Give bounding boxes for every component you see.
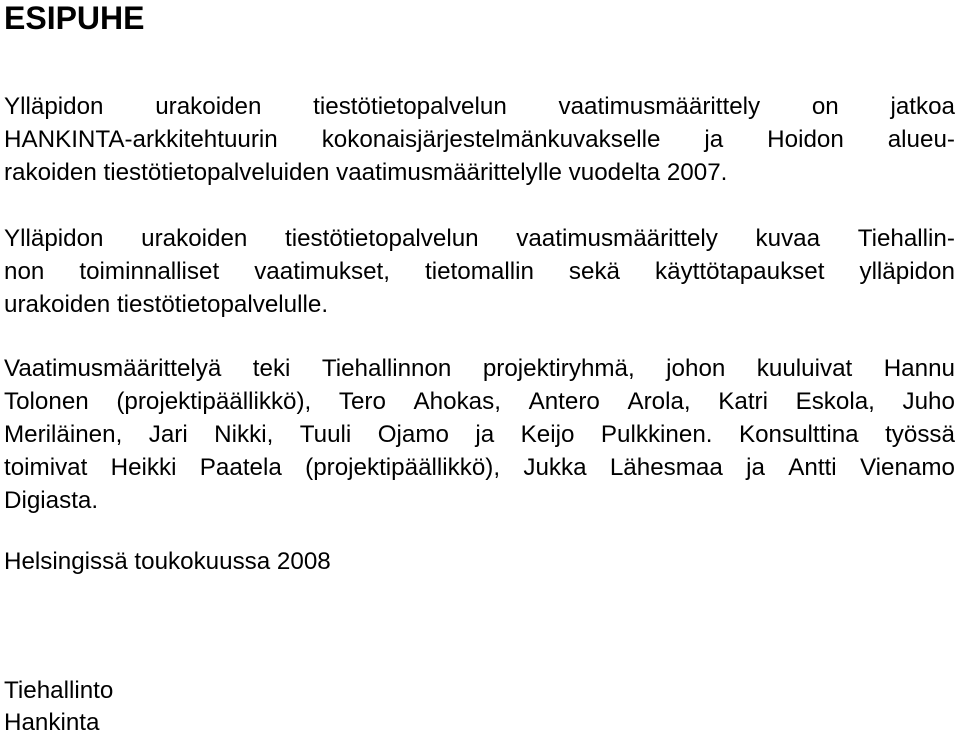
- paragraph-line: [4, 418, 955, 451]
- preface-paragraph-2: [4, 222, 955, 321]
- word: sekä: [568, 258, 621, 285]
- word: vaatimukset,: [254, 258, 390, 285]
- paragraph-line: [4, 222, 955, 255]
- signature-block: [4, 675, 955, 739]
- paragraph-line: urakoiden tiestötietopalvelulle.: [4, 291, 329, 318]
- paragraph-line: [4, 90, 955, 123]
- word: Arola,: [627, 388, 691, 415]
- word: Juho: [902, 388, 955, 415]
- word: tietomallin: [425, 258, 534, 285]
- word: kuvaa: [755, 225, 821, 252]
- word: ja: [746, 454, 765, 481]
- word: ja: [704, 126, 724, 153]
- word: Hannu: [883, 355, 955, 382]
- word: tiestötietopalvelun: [285, 225, 479, 252]
- place-date: [4, 545, 955, 578]
- word: Antti: [788, 454, 837, 481]
- word: Ojamo: [377, 421, 449, 448]
- word: työssä: [885, 421, 955, 448]
- word: Lähesmaa: [609, 454, 723, 481]
- word: Heikki: [110, 454, 177, 481]
- signature-org: Tiehallinto: [4, 677, 114, 704]
- word: tiestötietopalvelun: [313, 93, 507, 120]
- paragraph-line: [4, 352, 955, 385]
- word: (projektipäällikkö),: [305, 454, 501, 481]
- word: Paatela: [199, 454, 282, 481]
- word: Ahokas,: [413, 388, 501, 415]
- word: Meriläinen,: [4, 421, 123, 448]
- word: teki: [252, 355, 291, 382]
- word: Vienamo: [859, 454, 955, 481]
- paragraph-line: rakoiden tiestötietopalveluiden vaatimusmäärittelylle vuodelta 2007.: [4, 159, 728, 186]
- word: Antero: [528, 388, 600, 415]
- word: kuuluivat: [756, 355, 853, 382]
- word: Jukka: [523, 454, 587, 481]
- word: Jari: [148, 421, 188, 448]
- word: urakoiden: [155, 93, 262, 120]
- preface-paragraph-1: [4, 90, 955, 189]
- page-title: ESIPUHE: [4, 0, 145, 36]
- word: Tero: [338, 388, 386, 415]
- word: alueu-: [887, 126, 955, 153]
- paragraph-line: [4, 451, 955, 484]
- word: vaatimusmäärittely: [558, 93, 761, 120]
- word: non: [4, 258, 45, 285]
- word: Nikki,: [214, 421, 274, 448]
- word: Tolonen: [4, 388, 89, 415]
- word: Hoidon: [767, 126, 844, 153]
- paragraph-line: [4, 385, 955, 418]
- place-date-text: Helsingissä toukokuussa 2008: [4, 548, 331, 575]
- word: toiminnalliset: [79, 258, 220, 285]
- word: kokonaisjärjestelmänkuvakselle: [321, 126, 661, 153]
- word: jatkoa: [890, 93, 955, 120]
- word: Pulkkinen.: [600, 421, 713, 448]
- word: Keijo: [520, 421, 575, 448]
- preface-paragraph-3: [4, 352, 955, 517]
- word: (projektipäällikkö),: [116, 388, 312, 415]
- word: Eskola,: [795, 388, 875, 415]
- word: Tiehallinnon: [321, 355, 452, 382]
- paragraph-line: Digiasta.: [4, 487, 99, 514]
- word: Tuuli: [299, 421, 352, 448]
- word: Tiehallin-: [857, 225, 955, 252]
- signature-unit: Hankinta: [4, 709, 100, 736]
- word: Ylläpidon: [4, 93, 104, 120]
- word: Katri: [718, 388, 768, 415]
- word: vaatimusmäärittely: [516, 225, 718, 252]
- paragraph-line: [4, 255, 955, 288]
- word: on: [811, 93, 839, 120]
- word: Konsulttina: [738, 421, 859, 448]
- word: johon: [666, 355, 726, 382]
- paragraph-line: [4, 123, 955, 156]
- word: Vaatimusmäärittelyä: [4, 355, 222, 382]
- word: HANKINTA-arkkitehtuurin: [4, 126, 278, 153]
- word: toimivat: [4, 454, 88, 481]
- word: ylläpidon: [859, 258, 955, 285]
- word: Ylläpidon: [4, 225, 104, 252]
- word: urakoiden: [141, 225, 248, 252]
- word: käyttötapaukset: [655, 258, 825, 285]
- word: projektiryhmä,: [482, 355, 635, 382]
- word: ja: [475, 421, 495, 448]
